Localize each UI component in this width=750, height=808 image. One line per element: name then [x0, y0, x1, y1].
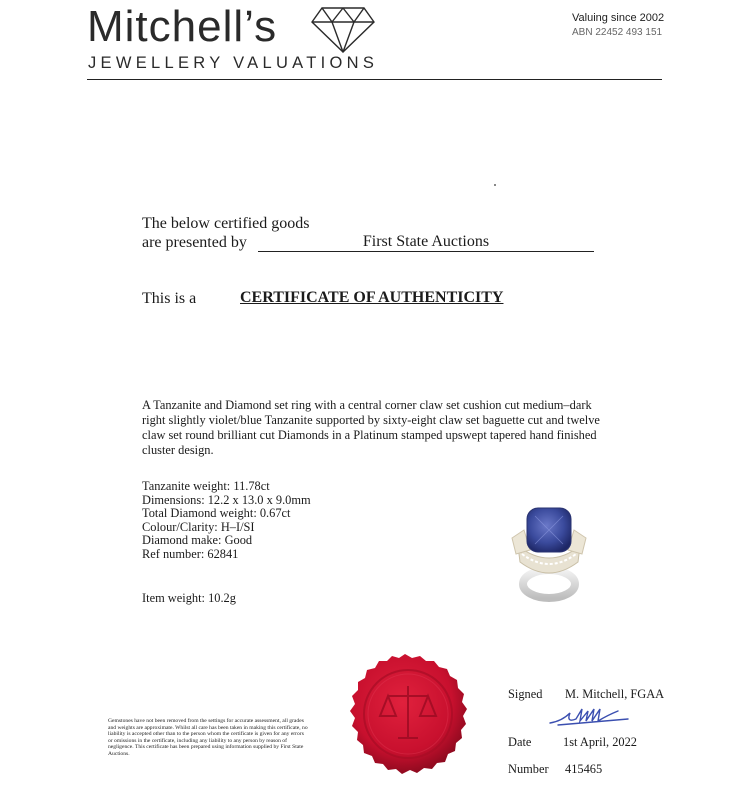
wax-seal [340, 652, 470, 778]
date-label: Date [508, 735, 532, 749]
brand-subtitle: JEWELLERY VALUATIONS [88, 54, 379, 72]
tagline: Valuing since 2002 [572, 12, 665, 24]
spec-colour-clarity: Colour/Clarity: H–I/SI [142, 519, 255, 534]
brand-name: Mitchell’s [87, 2, 278, 51]
certificate-prefix: This is a [142, 290, 197, 307]
ring-photo [508, 500, 590, 602]
disclaimer-text: Gemstones have not been removed from the settings for accurate assessment, all grades and weights are approximate. Whilst all care has been taken in making this certificate, no liability is accepted other than to the person whom the certificate is given for any errors or omissions in the certificate, including any liability to any person by reason of negligence. This certificate has been prepared using information supplied by First State Auctions. [108, 718, 308, 757]
diamond-icon [310, 6, 376, 54]
spec-ref-number: Ref number: 62841 [142, 546, 239, 561]
number-label: Number [508, 762, 549, 776]
intro-line-1: The below certified goods [142, 215, 310, 232]
spec-diamond-weight: Total Diamond weight: 0.67ct [142, 506, 291, 521]
spec-dimensions: Dimensions: 12.2 x 13.0 x 9.0mm [142, 492, 311, 507]
spec-list [142, 480, 311, 562]
abn-number: ABN 22452 493 151 [572, 27, 663, 38]
spec-diamond-make: Diamond make: Good [142, 533, 253, 548]
speck-mark [494, 184, 496, 186]
number-value: 415465 [565, 762, 603, 776]
item-weight: Item weight: 10.2g [142, 591, 236, 605]
date-value: 1st April, 2022 [563, 735, 638, 749]
intro-line-2: are presented by [142, 234, 247, 251]
header-divider [87, 79, 662, 80]
presenter-name: First State Auctions [362, 233, 490, 250]
spec-tanzanite-weight: Tanzanite weight: 11.78ct [142, 479, 270, 493]
handwritten-signature [548, 703, 638, 727]
certificate-title: CERTIFICATE OF AUTHENTICITY [240, 289, 504, 306]
item-description: A Tanzanite and Diamond set ring with a central corner claw set cushion cut medium–dark right slightly violet/blue Tanzanite supported by sixty-eight claw set baguette cut and twelve claw set round brilliant cut Diamonds in a Platinum stamped upswept tapered hand finished cluster design. [142, 398, 600, 457]
signed-label: Signed [508, 687, 543, 701]
signed-value: M. Mitchell, FGAA [565, 687, 665, 701]
